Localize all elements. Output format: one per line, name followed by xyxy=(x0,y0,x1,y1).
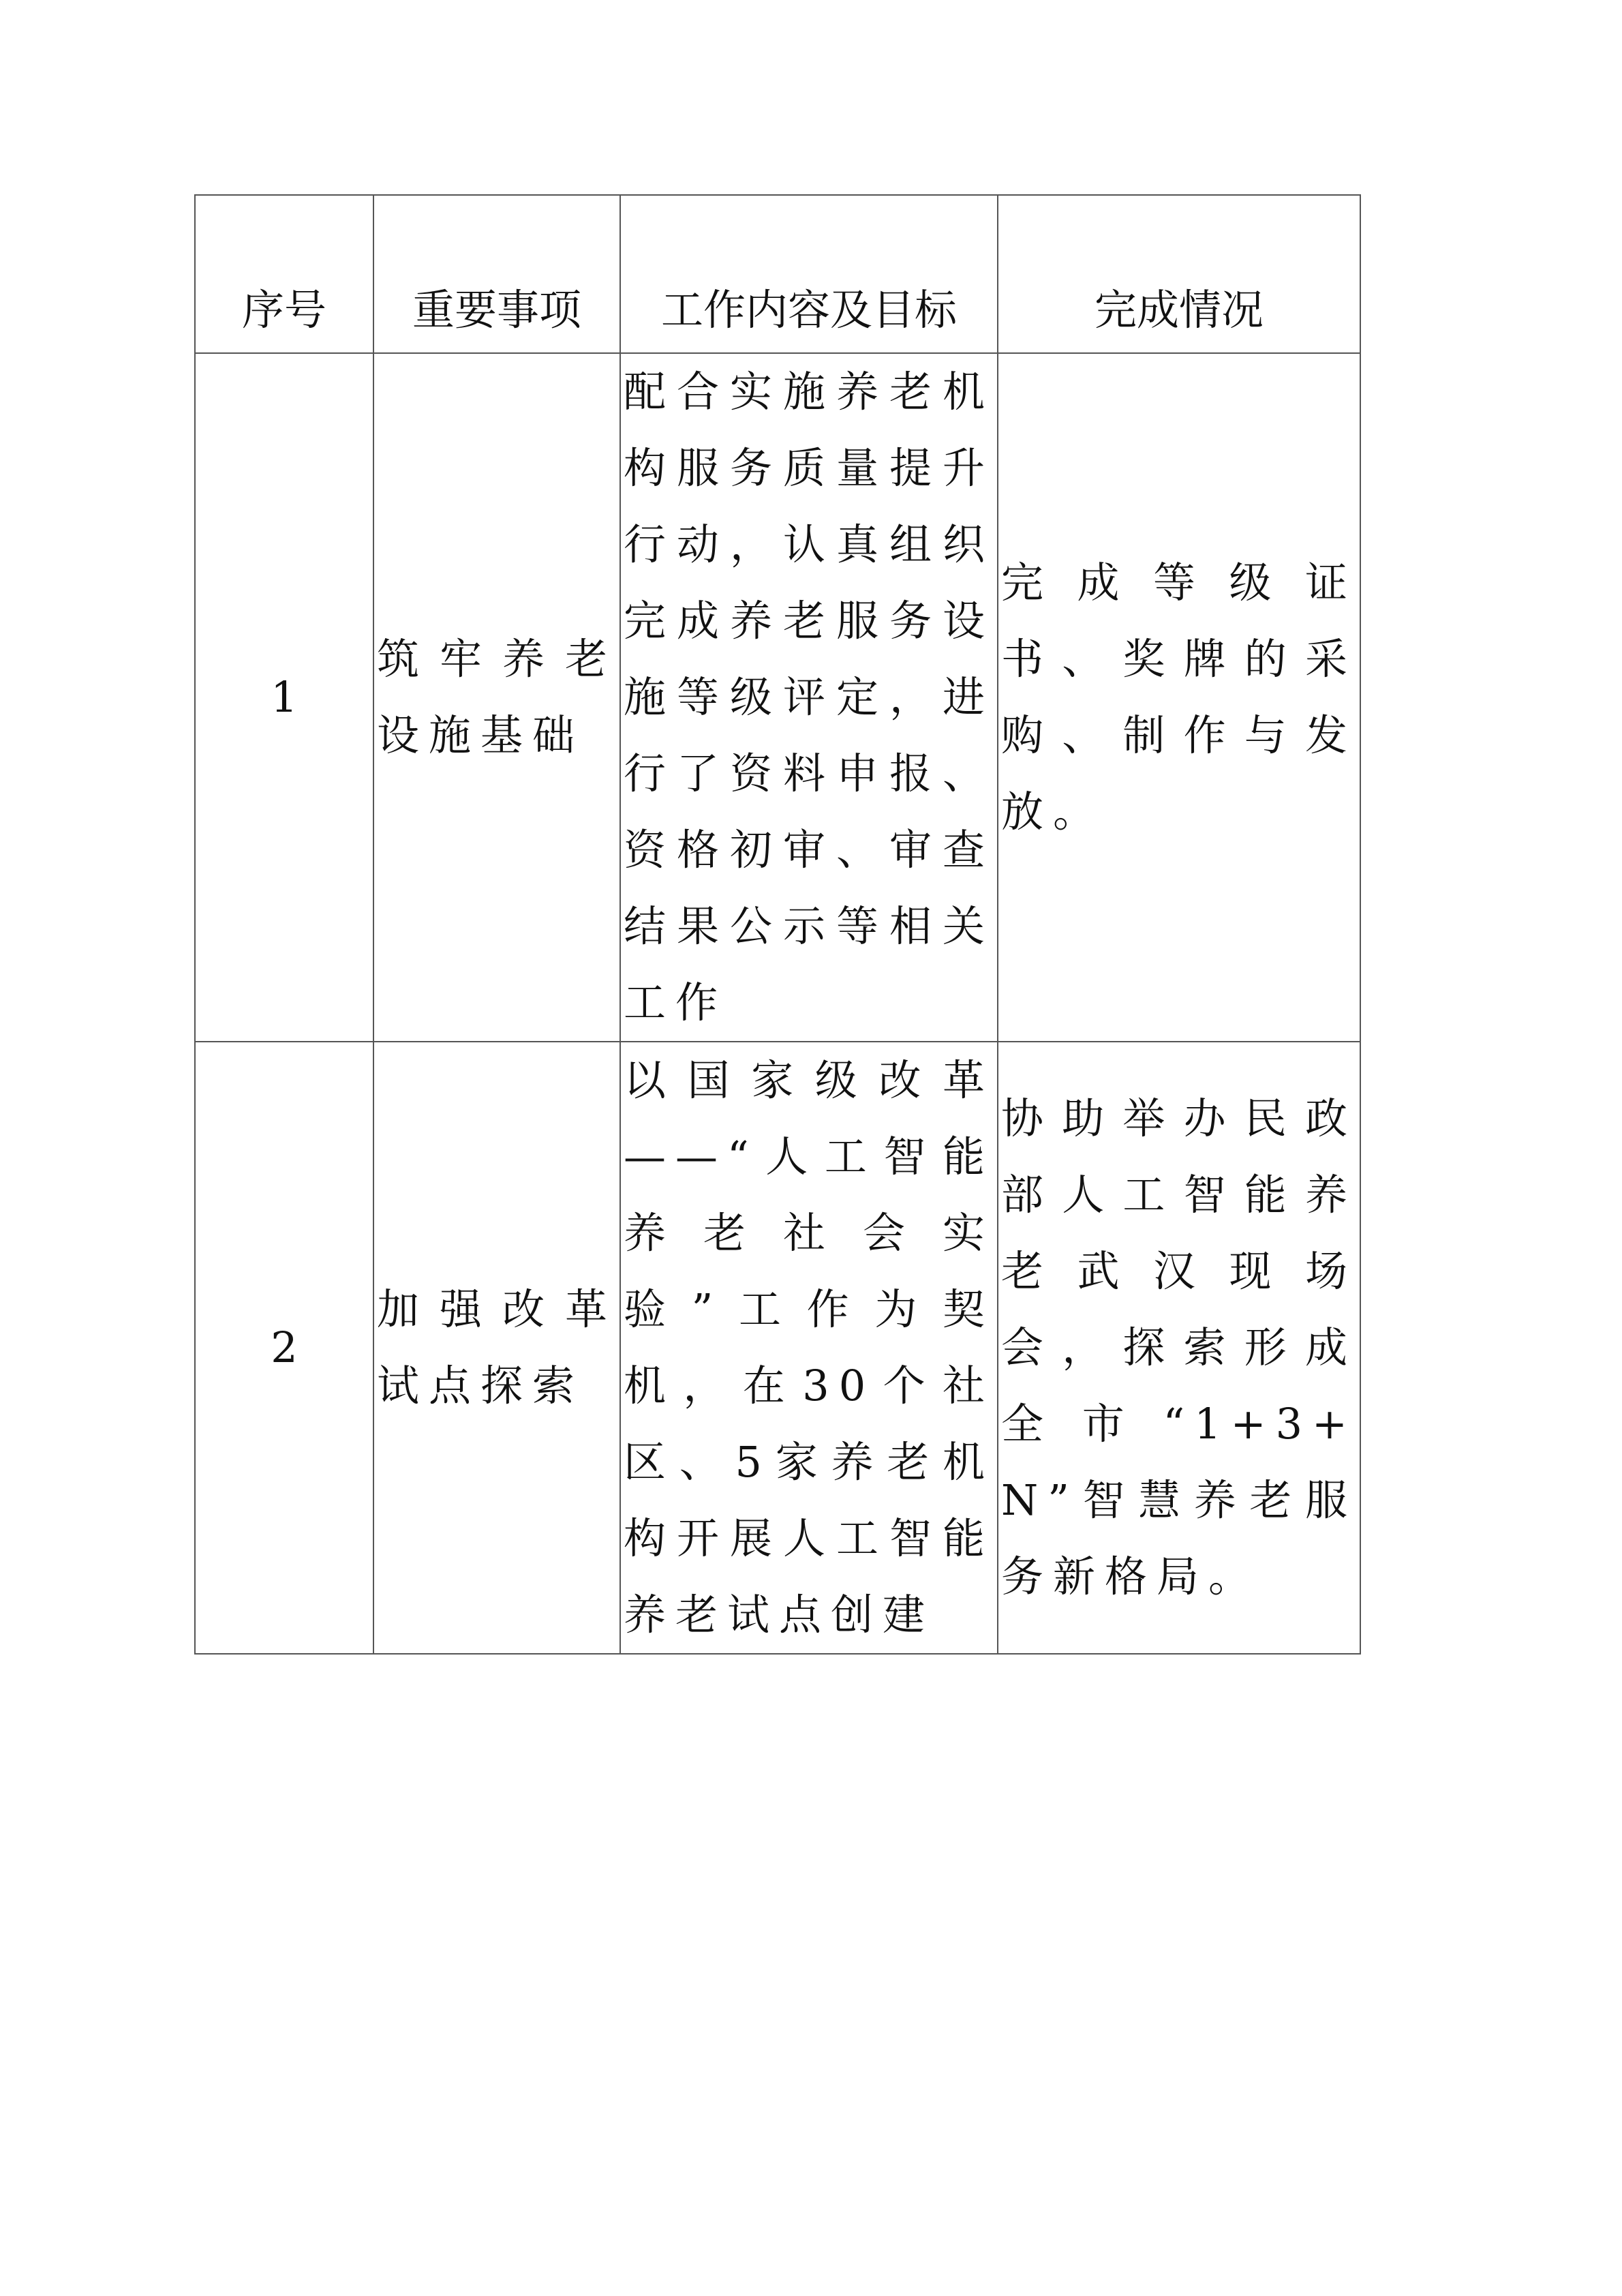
row-item: 加强改革试点探索 xyxy=(373,1042,620,1654)
table-row xyxy=(195,353,1360,1042)
table-row xyxy=(195,1042,1360,1654)
row-seq: 2 xyxy=(195,1042,373,1654)
header-status: 完成情况 xyxy=(998,195,1360,353)
header-item: 重要事项 xyxy=(373,195,620,353)
work-summary-table xyxy=(194,194,1361,1655)
row-content: 配合实施养老机构服务质量提升行动，认真组织完成养老服务设施等级评定，进行了资料申报、资格初审、审查结果公示等相关工作 xyxy=(620,353,998,1042)
row-item: 筑牢养老设施基础 xyxy=(373,353,620,1042)
table-header-row xyxy=(195,195,1360,353)
header-content: 工作内容及目标 xyxy=(620,195,998,353)
row-seq: 1 xyxy=(195,353,373,1042)
row-content: 以国家级改革——“人工智能养老社会实验”工作为契机，在30个社区、5家养老机构开展人工智能养老试点创建 xyxy=(620,1042,998,1654)
header-seq: 序号 xyxy=(195,195,373,353)
row-status: 协助举办民政部人工智能养老武汉现场会，探索形成全市“1+3+N”智慧养老服务新格局。 xyxy=(998,1042,1360,1654)
row-status: 完成等级证书、奖牌的采购、制作与发放。 xyxy=(998,353,1360,1042)
